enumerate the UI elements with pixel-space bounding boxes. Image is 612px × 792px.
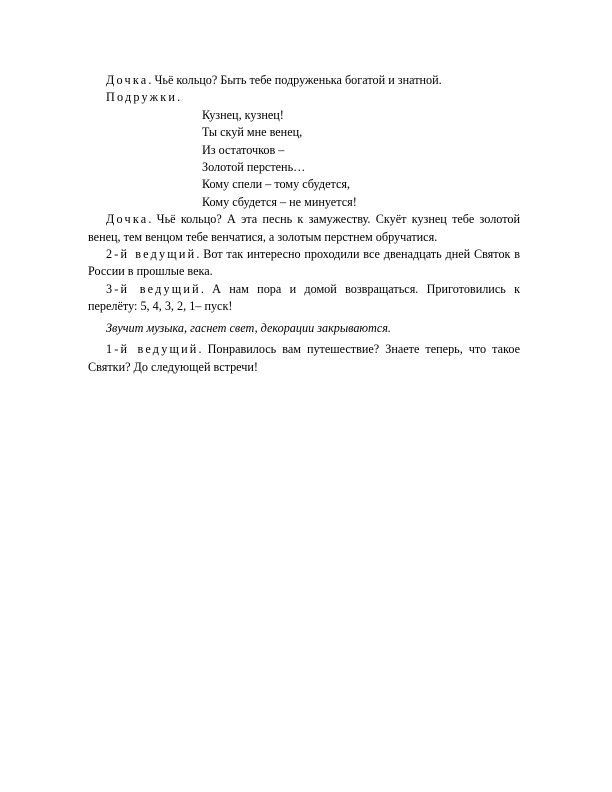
speaker-name: 1-й ведущий [106, 342, 199, 357]
paragraph-text: . Чьё кольцо? Быть тебе подруженька богатой и знатной. [148, 73, 442, 87]
paragraph-host-1 [88, 341, 520, 376]
verse-line: Кому спели – тому сбудется, [202, 177, 351, 192]
paragraph-host-3 [88, 281, 520, 316]
verse-line: Золотой перстень… [202, 160, 306, 175]
paragraph-friends [88, 89, 520, 106]
speaker-name: Подружки [106, 90, 178, 105]
paragraph-text: . Вот так интересно проходили все двенадцать дней Святок в России в прошлые века. [88, 247, 521, 279]
stage-direction: Звучит музыка, гаснет свет, декорации закрываются. [106, 320, 391, 335]
song-verse [88, 107, 520, 211]
speaker-name: Дочка [106, 73, 149, 87]
document-page [88, 72, 520, 376]
paragraph-text: . Понравилось вам путешествие? Знаете теперь, что такое Святки? До следующей встречи! [88, 342, 520, 374]
paragraph-text: . А нам пора и домой возвращаться. Приготовились к перелёту: 5, 4, 3, 2, 1– пуск! [88, 281, 520, 314]
paragraph-daughter-1 [88, 72, 520, 89]
speaker-name: Дочка [106, 212, 149, 227]
verse-line: Кузнец, кузнец! [202, 107, 284, 122]
paragraph-host-2 [88, 246, 520, 281]
speaker-name: 3-й ведущий [106, 281, 201, 296]
paragraph-text: . [177, 90, 181, 105]
verse-line: Ты скуй мне венец, [202, 125, 303, 140]
paragraph-daughter-2 [88, 211, 520, 246]
verse-line: Из остаточков – [202, 142, 285, 157]
speaker-name: 2-й ведущий [106, 247, 197, 262]
paragraph-text: . Чьё кольцо? А эта песнь к замужеству. Скуёт кузнец тебе золотой венец, тем венцом тебе венчатися, а золотым перстнем обручатися. [88, 212, 520, 244]
verse-line: Кому сбудется – не минуется! [202, 194, 357, 209]
